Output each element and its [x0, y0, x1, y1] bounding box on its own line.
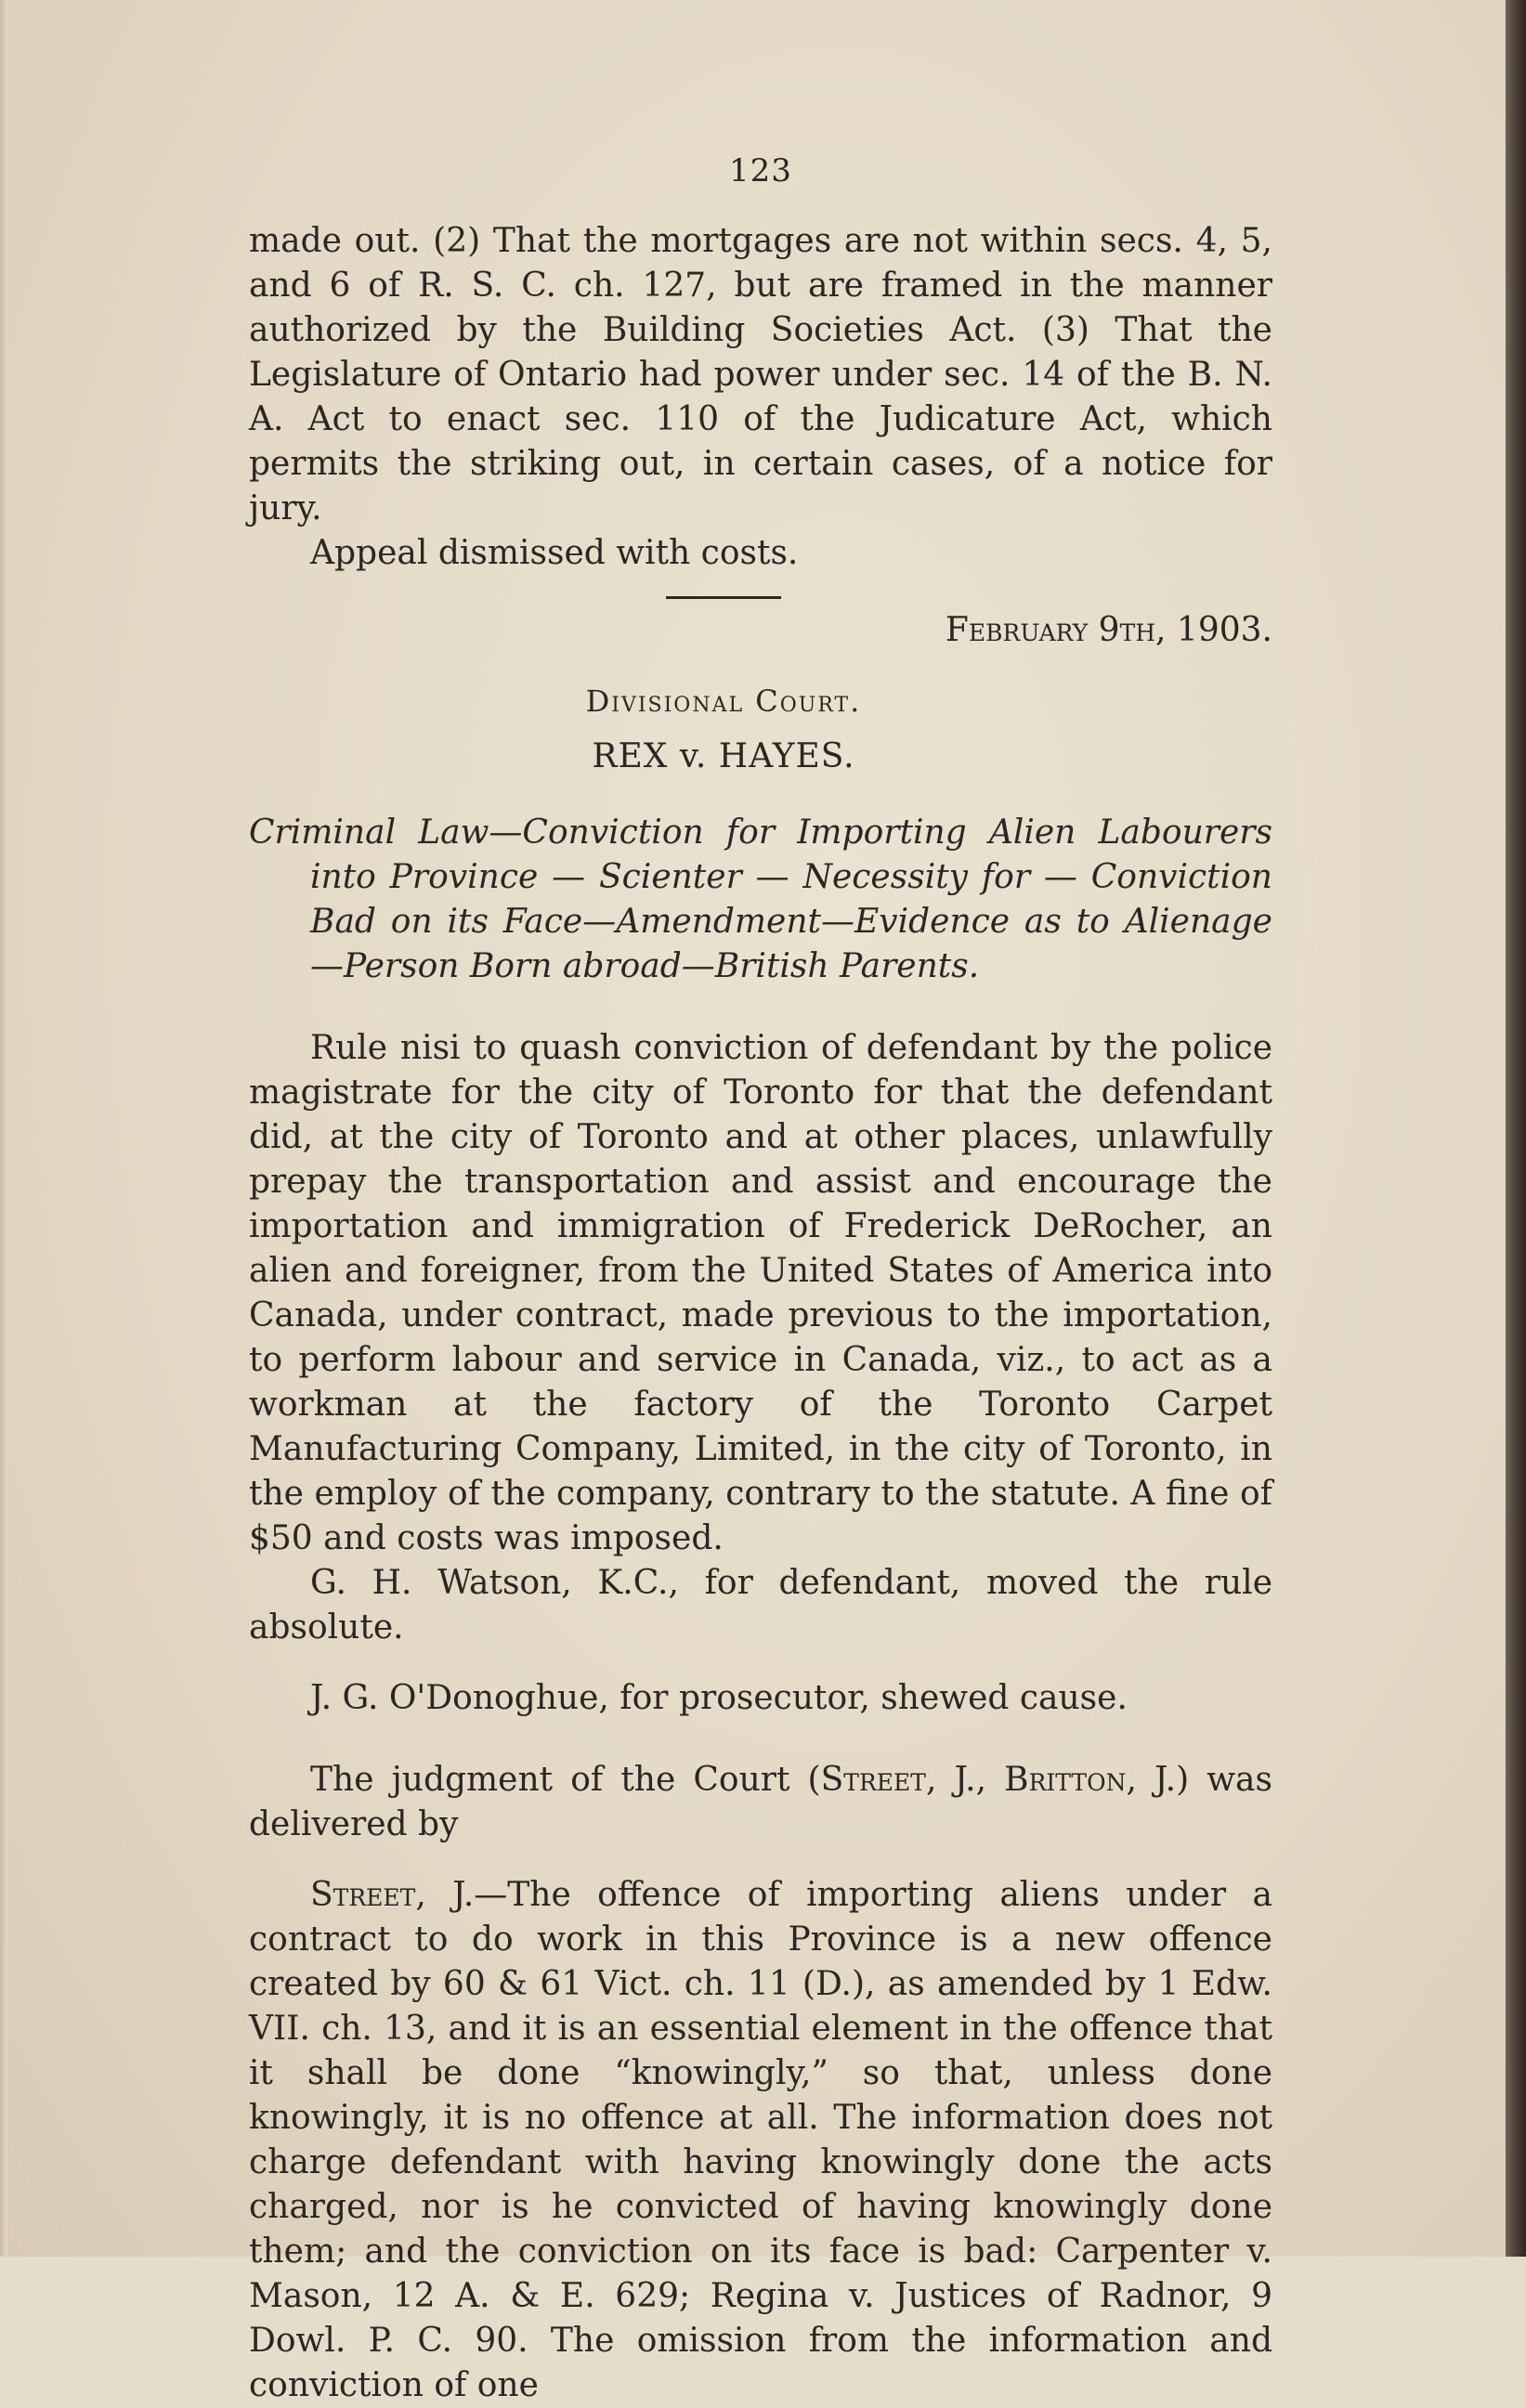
case-title: REX v. HAYES. — [592, 737, 855, 775]
judge-name-1: Street — [820, 1761, 926, 1799]
page-number: 123 — [729, 152, 792, 189]
judge-name-2: Britton — [1004, 1761, 1127, 1799]
prosecutor-counsel-paragraph: J. G. O'Donoghue, for prosecutor, shewed cause. — [310, 1679, 1128, 1717]
page-content — [249, 149, 1272, 2408]
page-edge-binding — [1506, 0, 1526, 2257]
judgment-text: , J.—The offence of importing aliens under a contract to do work in this Province is a new offence created by 60 & 61 Vict. ch. 11 (D.), as amended by 1 Edw. VII. ch. 13, and it is an essential element in the offence that it shall be done “knowingly,” so that, unless done knowingly, it is no offence at all. The information does not charge defendant with having knowingly done the acts charged, nor is he convicted of having knowingly done them; and the conviction on its face is bad: Carpenter v. Mason, 12 A. & E. 629; Regina v. Justices of Radnor, 9 Dowl. P. C. 90. The omission from the information and conviction of one — [249, 1876, 1272, 2404]
court-heading: Divisional Court. — [585, 683, 862, 719]
headnote: Criminal Law—Conviction for Importing Alien Labourers into Province — Scienter — Necessity for — Conviction Bad on its Face—Amendment—Evidence as to Alienage—Person Born abroad—British Parents. — [249, 814, 1272, 985]
opening-paragraph: made out. (2) That the mortgages are not within secs. 4, 5, and 6 of R. S. C. ch. 127, but are framed in the manner authorized by the Building Societies Act. (3) That the Legislature of Ontario had power under sec. 14 of the B. N. A. Act to enact sec. 110 of the Judicature Act, which permits the striking out, in certain cases, of a notice for jury. — [249, 222, 1272, 527]
judgment-intro-after: , J.) was delivered by — [249, 1761, 1272, 1843]
disposition-paragraph: Appeal dismissed with costs. — [310, 534, 799, 572]
judgment-paragraph — [249, 1873, 1272, 2408]
rule-nisi-paragraph: Rule nisi to quash conviction of defendant by the police magistrate for the city of Toronto for that the defendant did, at the city of Toronto and at other places, unlawfully prepay the transportation and assist and encourage the importation and immigration of Frederick DeRocher, an alien and foreigner, from the United States of America into Canada, under contract, made previous to the importation, to perform labour and service in Canada, viz., to act as a workman at the factory of the Toronto Carpet Manufacturing Company, Limited, in the city of Toronto, in the employ of the company, contrary to the statute. A fine of $50 and costs was imposed. — [249, 1029, 1272, 1557]
section-divider — [666, 596, 781, 599]
judgment-intro-mid: , J., — [925, 1761, 1005, 1799]
judgment-judge-name: Street — [310, 1876, 416, 1914]
decision-date: February 9th, 1903. — [945, 611, 1272, 649]
judgment-intro-before: The judgment of the Court ( — [310, 1761, 821, 1799]
page-gutter-shadow — [0, 0, 7, 2257]
judgment-intro-paragraph — [249, 1758, 1272, 1847]
defendant-counsel-paragraph: G. H. Watson, K.C., for defendant, moved the rule absolute. — [249, 1564, 1272, 1647]
